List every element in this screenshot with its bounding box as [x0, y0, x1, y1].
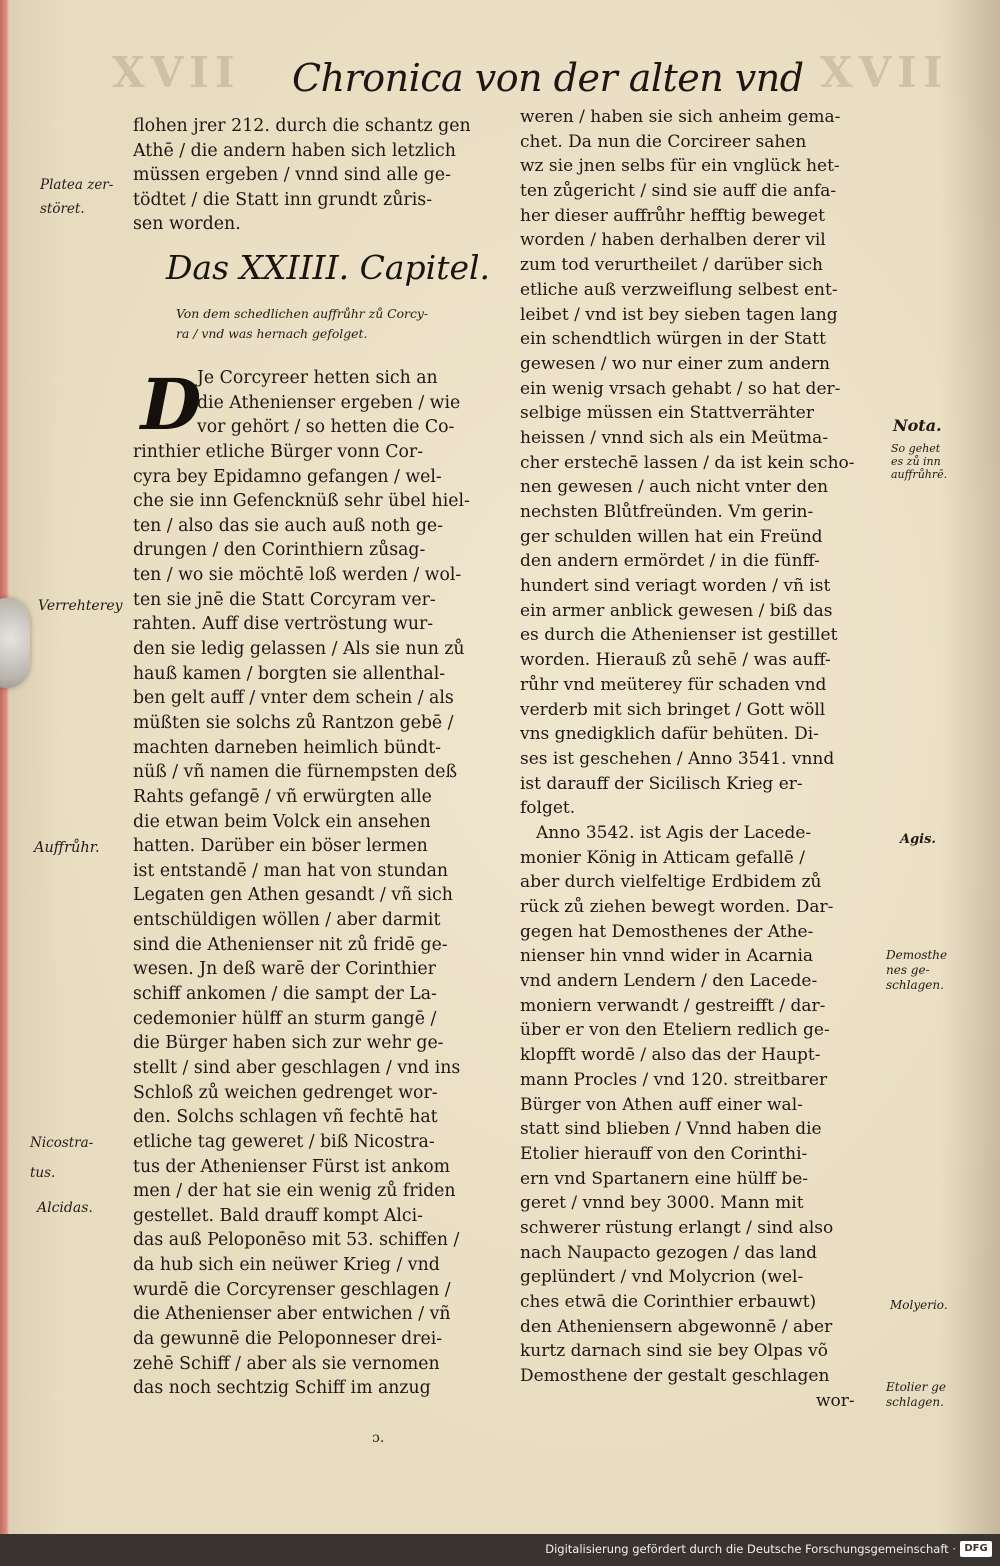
text-line: zehē Schiff / aber als sie vernomen	[133, 1353, 440, 1374]
margin-note-platea	[40, 173, 113, 221]
text-line: mann Procles / vnd 120. streitbarer	[520, 1069, 828, 1090]
text-line: men / der hat sie ein wenig zů friden	[133, 1181, 456, 1202]
text-line: da hub sich ein neüwer Krieg / vnd	[133, 1255, 440, 1276]
text-line: die etwan beim Volck ein ansehen	[133, 811, 431, 832]
text-line: den. Solchs schlagen vñ fechtē hat	[133, 1107, 438, 1128]
text-line: drungen / den Corinthiern zůsag-	[133, 540, 426, 561]
text-line: Bürger von Athen auff einer wal-	[520, 1094, 803, 1115]
text-line: heissen / vnnd sich als ein Meütma-	[520, 427, 829, 448]
bleed-through-text: XVII	[112, 48, 241, 97]
note-line: schlagen.	[886, 1395, 944, 1409]
text-line: gegen hat Demosthenes der Athe-	[520, 921, 814, 942]
text-line: Demosthene der gestalt geschlagen	[520, 1366, 830, 1387]
text-line: aber durch vielfeltige Erdbidem zů	[520, 872, 822, 893]
text-line: cedemonier hülff an sturm gangē /	[133, 1008, 437, 1029]
text-line: sind die Athenienser nit zů fridē ge-	[133, 934, 448, 955]
text-line: folget.	[520, 798, 576, 819]
text-line: wurdē die Corcyrenser geschlagen /	[133, 1279, 451, 1300]
text-line: ben gelt auff / vnter dem schein / als	[133, 688, 454, 709]
text-line: müßten sie solchs zů Rantzon gebē /	[133, 712, 454, 733]
text-line: geplündert / vnd Molycrion (wel-	[520, 1267, 804, 1288]
text-line: vor gehört / so hetten die Co-	[197, 417, 455, 438]
text-line: tus der Athenienser Fürst ist ankom	[133, 1156, 451, 1177]
text-line: cher erstechē lassen / da ist kein scho-	[520, 452, 855, 473]
text-line: ches etwā die Corinthier erbauwt)	[520, 1292, 817, 1312]
text-line: růhr vnd meüterey für schaden vnd	[520, 674, 827, 695]
margin-note-so-gehet	[891, 442, 947, 481]
text-line: sen worden.	[133, 214, 241, 235]
bleed-through-text: XVII	[820, 48, 949, 97]
text-line: Etolier hierauff von den Corinthi-	[520, 1143, 808, 1164]
dfg-logo: DFG	[960, 1541, 992, 1557]
text-line: schiff ankomen / die sampt der La-	[133, 984, 437, 1005]
text-line: selbige müssen ein Stattverrähter	[520, 403, 814, 424]
text-line: worden. Hierauß zů sehē / was auff-	[520, 650, 831, 671]
text-line: Legaten gen Athen gesandt / vñ sich	[133, 885, 453, 906]
text-line: ein wenig vrsach gehabt / so hat der-	[520, 378, 841, 399]
margin-note-alcidas: Alcidas.	[37, 1200, 93, 1216]
margin-note-auffruhr: Auffrůhr.	[34, 840, 100, 856]
text-line: den sie ledig gelassen / Als sie nun zů	[133, 639, 465, 660]
text-line: ist darauff der Sicilisch Krieg er-	[520, 773, 803, 794]
text-line: nach Naupacto gezogen / das land	[520, 1242, 818, 1263]
text-line: statt sind blieben / Vnnd haben die	[520, 1119, 822, 1140]
text-line: geret / vnnd bey 3000. Mann mit	[520, 1193, 804, 1214]
text-line: wz sie jnen selbs für ein vnglück het-	[520, 156, 840, 177]
right-column	[520, 105, 880, 1413]
text-line: Rahts gefangē / vñ erwürgten alle	[133, 786, 432, 807]
summary-line: ra / vnd was hernach gefolget.	[176, 326, 368, 341]
text-line: schwerer rüstung erlangt / sind also	[520, 1217, 834, 1238]
text-line: machten darneben heimlich bündt-	[133, 737, 441, 758]
red-page-edge	[0, 0, 9, 1534]
text-line: etliche auß verzweiflung selbest ent-	[520, 279, 838, 300]
text-line: rinthier etliche Bürger vonn Cor-	[133, 441, 424, 462]
text-line: verderb mit sich bringet / Gott wöll	[520, 699, 826, 720]
book-clasp	[0, 598, 30, 688]
text-line: rahten. Auff dise vertröstung wur-	[133, 614, 434, 635]
text-line: ein armer anblick gewesen / biß das	[520, 600, 833, 621]
text-line: über er von den Eteliern redlich ge-	[520, 1020, 830, 1041]
note-line: nes ge-	[886, 963, 930, 977]
text-line: Athē / die andern haben sich letzlich	[133, 140, 456, 161]
summary-line: Von dem schedlichen auffrůhr zů Corcy-	[176, 306, 429, 321]
note-line: es zů inn	[891, 455, 941, 468]
note-line: So gehet	[891, 442, 941, 455]
text-line: monier König in Atticam gefallē /	[520, 847, 805, 868]
text-line: es durch die Athenienser ist gestillet	[520, 625, 838, 646]
text-line: ten sie jnē die Statt Corcyram ver-	[133, 589, 436, 610]
left-column-top	[133, 114, 505, 237]
text-line: entschüldigen wöllen / aber darmit	[133, 910, 441, 931]
text-line: moniern verwandt / gestreifft / dar-	[520, 995, 826, 1016]
text-line: wesen. Jn deß warē der Corinthier	[133, 959, 436, 980]
text-line: leibet / vnd ist bey sieben tagen lang	[520, 304, 838, 325]
note-line: schlagen.	[886, 978, 944, 992]
text-line: zum tod verurtheilet / darüber sich	[520, 255, 823, 276]
text-line: da gewunnē die Peloponneser drei-	[133, 1328, 443, 1349]
text-line: nechsten Blůtfreünden. Vm gerin-	[520, 502, 814, 522]
margin-note-etolier	[886, 1380, 946, 1410]
text-line: stellt / sind aber geschlagen / vnd ins	[133, 1057, 461, 1078]
text-line: Schloß zů weichen gedrenget wor-	[133, 1082, 438, 1103]
text-line: che sie inn Gefencknüß sehr übel hiel-	[133, 491, 470, 512]
text-line: rück zů ziehen bewegt worden. Dar-	[520, 897, 834, 917]
note-line: tus.	[30, 1165, 56, 1181]
text-line: Je Corcyreer hetten sich an	[197, 368, 438, 388]
text-line: den Atheniensern abgewonnē / aber	[520, 1316, 833, 1337]
text-line: vns gnedigklich dafür behüten. Di-	[520, 724, 819, 745]
text-line: kurtz darnach sind sie bey Olpas võ	[520, 1341, 829, 1362]
catchword: wor-	[816, 1390, 855, 1411]
chapter-summary	[176, 304, 496, 344]
chapter-title: Das XXIIII. Capitel.	[165, 248, 491, 287]
text-line: die Athenienser aber entwichen / vñ	[133, 1304, 451, 1325]
margin-note-nicostratus	[30, 1128, 93, 1188]
text-line: cyra bey Epidamno gefangen / wel-	[133, 466, 442, 487]
note-line: Demosthe	[886, 948, 948, 962]
text-line: etliche tag geweret / biß Nicostra-	[133, 1131, 435, 1152]
text-line: nüß / vñ namen die fürnempsten deß	[133, 762, 458, 783]
text-line: worden / haben derhalben derer vil	[520, 230, 826, 251]
text-line: die Bürger haben sich zur wehr ge-	[133, 1033, 444, 1054]
text-line: ist entstandē / man hat von stundan	[133, 860, 449, 881]
text-line: flohen jrer 212. durch die schantz gen	[133, 116, 471, 136]
text-line: ten zůgericht / sind sie auff die anfa-	[520, 181, 837, 202]
text-line: hundert sind veriagt worden / vñ ist	[520, 576, 831, 597]
note-line: störet.	[40, 201, 85, 217]
funding-credit: Digitalisierung gefördert durch die Deutsche Forschungsgemeinschaft ·	[545, 1542, 956, 1556]
note-line: auffrůhrē.	[891, 468, 948, 481]
margin-note-nota: Nota.	[893, 416, 942, 435]
note-line: Platea zer-	[40, 177, 114, 193]
margin-note-verrehterey: Verrehterey	[38, 598, 123, 614]
text-line: müssen ergeben / vnnd sind alle ge-	[133, 165, 451, 186]
note-line: Nicostra-	[30, 1135, 94, 1151]
text-line: das noch sechtzig Schiff im anzug	[133, 1378, 431, 1399]
running-title: Chronica von der alten vnd	[292, 56, 804, 100]
text-line: hatten. Darüber ein böser lermen	[133, 836, 428, 857]
text-line: Anno 3542. ist Agis der Lacede-	[536, 822, 812, 843]
text-line: vnd andern Lendern / den Lacede-	[520, 971, 818, 992]
text-line: weren / haben sie sich anheim gema-	[520, 107, 841, 127]
text-line: ein schendtlich würgen in der Statt	[520, 329, 826, 350]
text-line: ern vnd Spartanern eine hülff be-	[520, 1168, 809, 1189]
text-line: den andern ermördet / in die fünff-	[520, 551, 820, 572]
text-line: ger schulden willen hat ein Freünd	[520, 526, 823, 547]
text-line: klopfft wordē / also das der Haupt-	[520, 1045, 821, 1066]
text-line: gewesen / wo nur einer zum andern	[520, 353, 831, 374]
text-line: ses ist geschehen / Anno 3541. vnnd	[520, 748, 835, 769]
left-column-body	[133, 363, 505, 1401]
signature-mark: ɔ.	[372, 1430, 385, 1446]
text-line: die Athenienser ergeben / wie	[197, 392, 461, 413]
note-line: Etolier ge	[886, 1380, 946, 1394]
margin-note-demosthenes	[886, 948, 947, 993]
text-line: chet. Da nun die Corcireer sahen	[520, 131, 807, 152]
footer-bar	[0, 1534, 1000, 1566]
text-line: nen gewesen / auch nicht vnter den	[520, 477, 829, 498]
drop-cap-initial: D	[140, 363, 202, 446]
text-line: hauß kamen / borgten sie allenthal-	[133, 663, 446, 684]
text-line: her dieser auffrůhr hefftig beweget	[520, 205, 825, 226]
margin-note-agis: Agis.	[900, 832, 936, 847]
text-line: gestellet. Bald drauff kompt Alci-	[133, 1205, 423, 1226]
text-line: das auß Peloponēso mit 53. schiffen /	[133, 1230, 460, 1251]
text-line: tödtet / die Statt inn grundt zůris-	[133, 189, 433, 210]
margin-note-molycrion: Molyerio.	[890, 1298, 948, 1312]
text-line: ten / also das sie auch auß noth ge-	[133, 515, 443, 536]
text-line: ten / wo sie möchtē loß werden / wol-	[133, 565, 462, 586]
text-line: nienser hin vnnd wider in Acarnia	[520, 946, 814, 967]
